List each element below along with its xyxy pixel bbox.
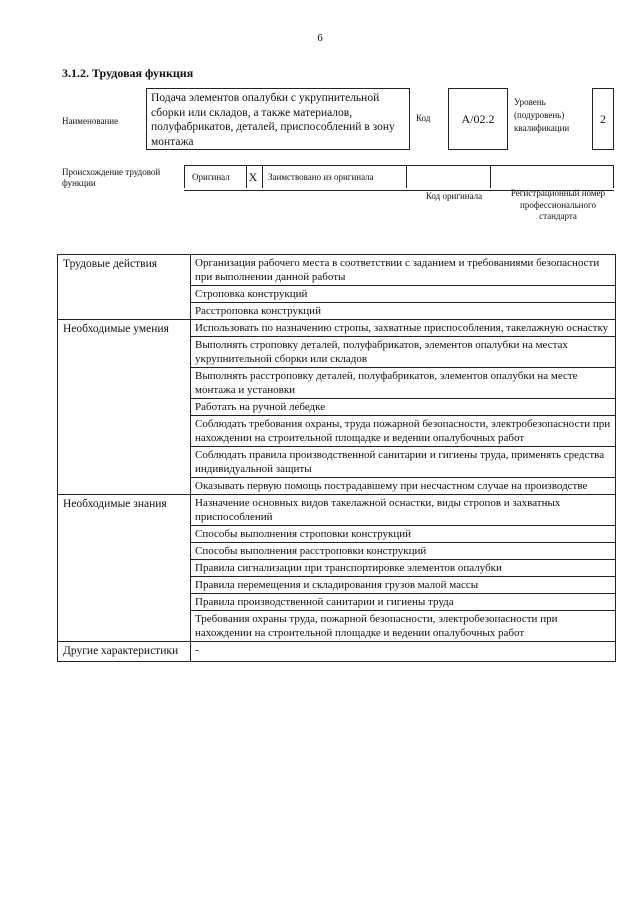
page-number: 6: [317, 32, 323, 44]
table-row: [58, 642, 616, 662]
table-cell: Правила перемещения и складирования грузов малой массы: [191, 577, 616, 594]
table-cell: Выполнять расстроповку деталей, полуфабрикатов, элементов опалубки на месте монтажа и установки: [191, 368, 616, 399]
table-cell: Оказывать первую помощь пострадавшему при несчастном случае на производстве: [191, 478, 616, 495]
table-row: [58, 320, 616, 337]
table-cell: Соблюдать требования охраны, труда пожарной безопасности, электробезопасности при нахождении на строительной площадке и ведении опалубочных работ: [191, 416, 616, 447]
knowledge-title: Необходимые знания: [58, 495, 191, 642]
other-title: Другие характеристики: [58, 642, 191, 662]
table-cell: Организация рабочего места в соответствии с заданием и требованиями безопасности при выполнении данной работы: [191, 255, 616, 286]
level-label: Уровень (подуровень) квалификации: [514, 97, 570, 133]
original-mark: X: [248, 169, 258, 184]
borrowed-label: Заимствовано из оригинала: [268, 172, 374, 182]
reg-number-label: Регистрационный номер профессионального стандарта: [510, 188, 606, 221]
code-value: A/02.2: [448, 88, 508, 150]
table-cell: -: [191, 642, 616, 662]
table-cell: Способы выполнения строповки конструкций: [191, 526, 616, 543]
skills-title: Необходимые умения: [58, 320, 191, 495]
table-cell: Правила производственной санитарии и гигиены труда: [191, 594, 616, 611]
table-cell: Выполнять строповку деталей, полуфабрикатов, элементов опалубки на местах укрупнительной сборки или складов: [191, 337, 616, 368]
level-value: 2: [592, 88, 614, 150]
function-table: [57, 254, 616, 662]
table-cell: Соблюдать правила производственной санитарии и гигиены труда, применять средства индивидуальной защиты: [191, 447, 616, 478]
table-cell: Строповка конструкций: [191, 286, 616, 303]
table-cell: Использовать по назначению стропы, захватные приспособления, такелажную оснастку: [191, 320, 616, 337]
code-label: Код: [416, 113, 431, 123]
origin-label: Происхождение трудовой функции: [62, 167, 161, 188]
table-cell: Расстроповка конструкций: [191, 303, 616, 320]
original-label: Оригинал: [192, 172, 230, 182]
section-title: 3.1.2. Трудовая функция: [62, 66, 194, 80]
name-value: Подача элементов опалубки с укрупнительной сборки или складов, а также материалов, полуфабрикатов, деталей, приспособлений в зону монтажа: [146, 88, 410, 150]
table-cell: Правила сигнализации при транспортировке элементов опалубки: [191, 560, 616, 577]
table-cell: Способы выполнения расстроповки конструкций: [191, 543, 616, 560]
code-original-label: Код оригинала: [425, 191, 483, 201]
labor-actions-title: Трудовые действия: [58, 255, 191, 320]
table-row: [58, 495, 616, 526]
table-cell: Требования охраны труда, пожарной безопасности, электробезопасности при нахождении на строительной площадке и ведении опалубочных работ: [191, 611, 616, 642]
table-row: [58, 255, 616, 286]
name-label: Наименование: [62, 116, 119, 126]
table-cell: Работать на ручной лебедке: [191, 399, 616, 416]
table-cell: Назначение основных видов такелажной оснастки, виды стропов и захватных приспособлений: [191, 495, 616, 526]
